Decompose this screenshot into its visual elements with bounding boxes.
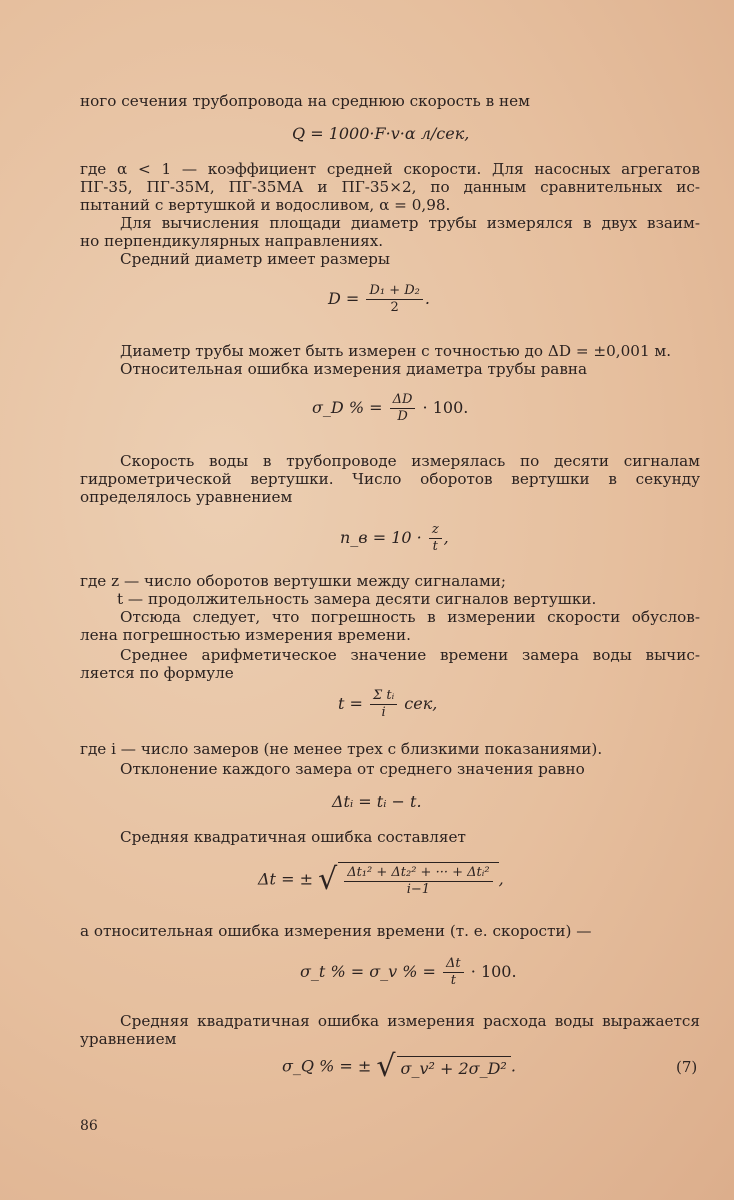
text-line: где α < 1 — коэффициент средней скорости. Для насосных агрегатов — [80, 160, 700, 178]
formula-tail: сек, — [404, 694, 438, 713]
text-line: определялось уравнением — [80, 488, 293, 506]
formula-lhs: n_в = 10 · — [340, 528, 427, 547]
formula-lhs: σ_Q % = ± — [282, 1056, 372, 1076]
fraction — [366, 283, 422, 316]
formula-tail: . — [424, 289, 430, 308]
denominator: t — [450, 973, 456, 988]
numerator: z — [429, 522, 442, 539]
formula-time-error — [300, 956, 517, 989]
formula-tail: , — [498, 869, 504, 889]
fraction — [390, 392, 416, 425]
text-line: Отсюда следует, что погрешность в измерении скорости обуслов- — [120, 608, 700, 626]
formula-flow-error — [282, 1049, 516, 1084]
formula-flow-rate: Q = 1000·F·v·α л/сек, — [292, 124, 470, 143]
formula-diameter-error — [312, 392, 468, 425]
text-line: где i — число замеров (не менее трех с близкими показаниями). — [80, 740, 603, 758]
text-line: уравнением — [80, 1030, 177, 1048]
fraction — [429, 522, 442, 555]
formula-lhs: Δt = ± — [258, 869, 313, 889]
denominator: i−1 — [406, 882, 431, 897]
text-line: пытаний с вертушкой и водосливом, α = 0,98. — [80, 196, 451, 214]
numerator: D₁ + D₂ — [366, 283, 422, 300]
formula-mean-diameter — [328, 283, 430, 316]
text-line: а относительная ошибка измерения времени (т. е. скорости) — — [80, 922, 592, 940]
fraction — [344, 865, 492, 898]
radicand — [338, 862, 498, 898]
numerator: Δt₁² + Δt₂² + ··· + Δtᵢ² — [344, 865, 492, 882]
fraction — [370, 688, 397, 721]
formula-tail: . — [510, 1056, 516, 1076]
text-line: где z — число оборотов вертушки между сигналами; — [80, 572, 507, 590]
text-line: Средний диаметр имеет размеры — [120, 250, 390, 268]
text-line: гидрометрической вертушки. Число оборотов вертушки в секунду — [80, 470, 700, 488]
denominator: D — [397, 409, 408, 424]
numerator: ΔD — [390, 392, 416, 409]
formula-rms-error — [258, 862, 504, 898]
numerator: Σ tᵢ — [370, 688, 397, 705]
formula-tail: , — [443, 528, 449, 547]
radicand: σ_v² + 2σ_D² — [397, 1056, 511, 1078]
page-number: 86 — [80, 1118, 98, 1134]
equation-number: (7) — [676, 1058, 698, 1076]
formula-mean-time — [338, 688, 437, 721]
text-line: t — продолжительность замера десяти сигналов вертушки. — [117, 590, 597, 608]
text-line: Средняя квадратичная ошибка составляет — [120, 828, 466, 846]
text-line: Диаметр трубы может быть измерен с точностью до ΔD = ±0,001 м. — [120, 342, 672, 360]
radical-sign-icon: √ — [376, 1049, 396, 1084]
text-line: но перпендикулярных направлениях. — [80, 232, 384, 250]
text-line: Для вычисления площади диаметр трубы измерялся в двух взаим- — [120, 214, 700, 232]
formula-tail: · 100. — [422, 398, 469, 417]
text-line: Отклонение каждого замера от среднего значения равно — [120, 760, 585, 778]
formula-lhs: D = — [328, 289, 360, 308]
fraction — [443, 956, 464, 989]
text-line: ляется по формуле — [80, 664, 234, 682]
text-line: Средняя квадратичная ошибка измерения расхода воды выражается — [120, 1012, 700, 1030]
text-line: ПГ-35, ПГ-35М, ПГ-35МА и ПГ-35×2, по данным сравнительных ис- — [80, 178, 700, 196]
numerator: Δt — [443, 956, 464, 973]
denominator: t — [432, 539, 438, 554]
formula-tail: · 100. — [470, 962, 517, 981]
denominator: 2 — [390, 300, 399, 315]
radical-sign-icon: √ — [318, 862, 338, 897]
text-line: Скорость воды в трубопроводе измерялась по десяти сигналам — [120, 452, 700, 470]
formula-lhs: t = — [338, 694, 369, 713]
text-line: Относительная ошибка измерения диаметра трубы равна — [120, 360, 588, 378]
text-line: ного сечения трубопровода на среднюю скорость в нем — [80, 92, 530, 110]
formula-revolutions — [340, 522, 449, 555]
text-line: лена погрешностью измерения времени. — [80, 626, 411, 644]
denominator: i — [381, 705, 386, 720]
formula-lhs: σ_t % = σ_v % = — [300, 962, 442, 981]
formula-deviation: Δtᵢ = tᵢ − t. — [332, 792, 422, 811]
text-line: Среднее арифметическое значение времени замера воды вычис- — [120, 646, 700, 664]
formula-lhs: σ_D % = — [312, 398, 388, 417]
